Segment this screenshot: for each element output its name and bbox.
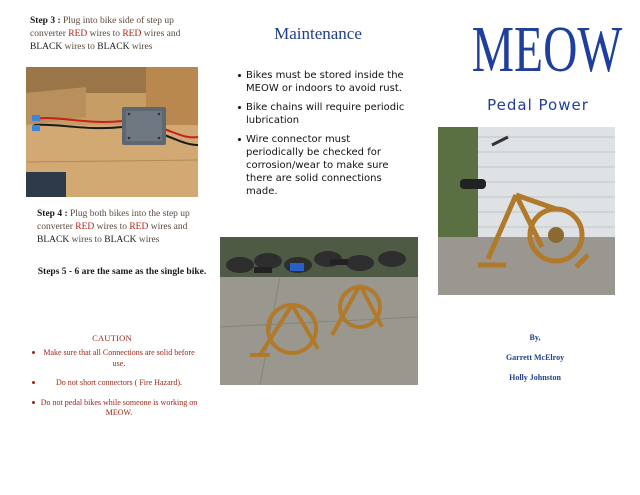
brand-logo — [448, 13, 623, 90]
bullet-icon — [32, 351, 35, 354]
caution-item: Make sure that all Connections are solid before use. — [28, 348, 198, 369]
credits-by: By, — [529, 333, 541, 342]
converter-wiring-photo — [26, 67, 198, 197]
brand-tagline: Pedal Power — [487, 96, 589, 114]
step-4-label: Step 4 : — [37, 209, 68, 219]
credits — [478, 332, 592, 392]
brand-name: MEOW — [471, 13, 623, 86]
bullet-icon — [238, 138, 241, 141]
bullet-icon — [238, 74, 241, 77]
author-name: Garrett McElroy — [505, 353, 565, 362]
step-3-label: Step 3 : — [30, 16, 61, 26]
maintenance-heading: Maintenance — [274, 24, 362, 43]
two-bikes-photo — [220, 237, 418, 385]
bullet-icon — [32, 381, 35, 384]
caution-item: Do not pedal bikes while someone is working on MEOW. — [28, 398, 198, 419]
caution-list — [28, 348, 198, 428]
maintenance-item: Bike chains will require periodic lubrication — [238, 101, 408, 127]
caution-heading: CAUTION — [92, 333, 132, 343]
single-bike-photo — [438, 127, 615, 295]
bullet-icon — [32, 401, 35, 404]
maintenance-list — [238, 69, 408, 204]
author-name: Holly Johnston — [509, 373, 561, 382]
steps-5-6-note: Steps 5 - 6 are the same as the single bike. — [37, 267, 207, 277]
step-4-text: Step 4 : Plug both bikes into the step up converter RED wires to RED wires and BLACK wires to BLACK wires — [37, 209, 190, 245]
step-3-text: Step 3 : Plug into bike side of step up converter RED wires to RED wires and BLACK wires to BLACK wires — [30, 16, 181, 52]
caution-item: Do not short connectors ( Fire Hazard). — [28, 378, 198, 389]
bullet-icon — [238, 106, 241, 109]
maintenance-item: Wire connector must periodically be checked for corrosion/wear to make sure there are solid connections made. — [238, 133, 408, 198]
maintenance-item: Bikes must be stored inside the MEOW or indoors to avoid rust. — [238, 69, 408, 95]
